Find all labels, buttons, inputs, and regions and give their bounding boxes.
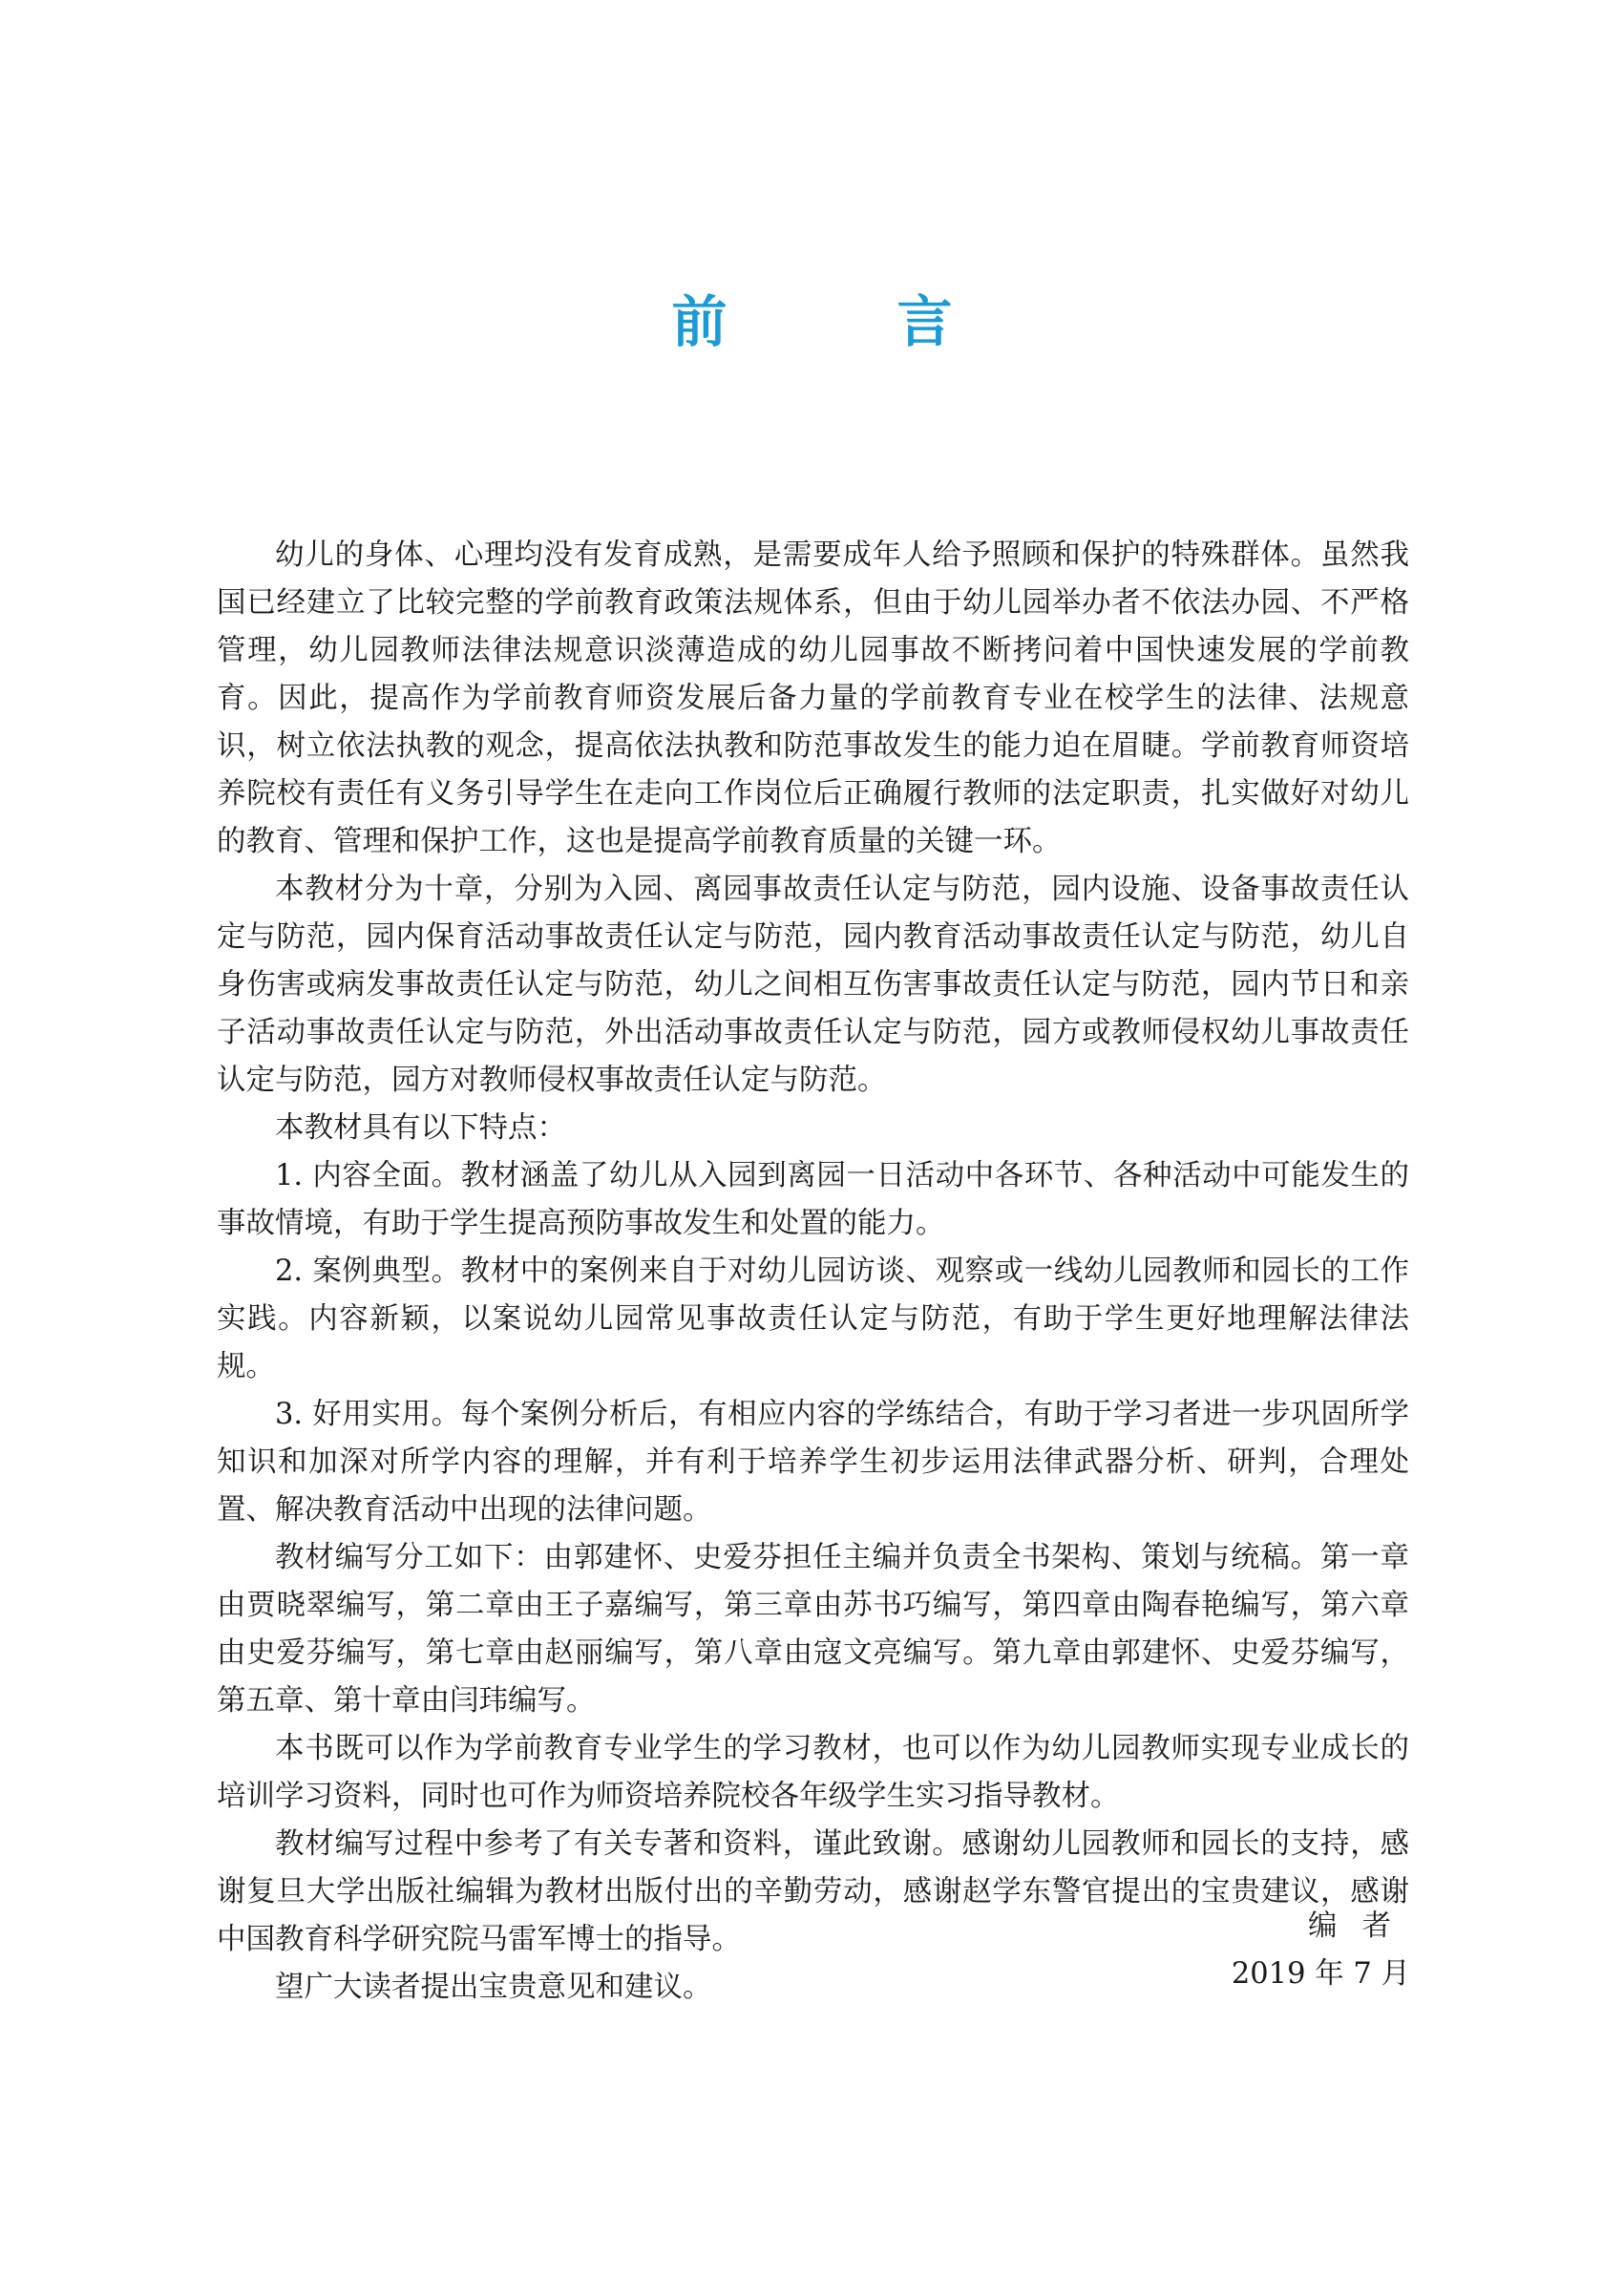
paragraph-features-heading: 本教材具有以下特点： xyxy=(275,1111,566,1145)
paragraph-chapters: 本教材分为十章，分别为入园、离园事故责任认定与防范，园内设施、设备事故责任认定与防范，园内保育活动事故责任认定与防范，园内教育活动事故责任认定与防范，幼儿自身伤害或病发事故责任认定与防范，幼儿之间相互伤害事故责任认定与防范，园内节日和亲子活动事故责任认定与防范，外出活动事故责任认定与防范，园方或教师侵权幼儿事故责任认定与防范，园方对教师侵权事故责任认定与防范。 xyxy=(217,873,1409,1097)
paragraph-feature-1: 1. 内容全面。教材涵盖了幼儿从入园到离园一日活动中各环节、各种活动中可能发生的事故情境，有助于学生提高预防事故发生和处置的能力。 xyxy=(217,1159,1409,1240)
paragraph-acknowledgements: 教材编写过程中参考了有关专著和资料，谨此致谢。感谢幼儿园教师和园长的支持，感谢复旦大学出版社编辑为教材出版付出的辛勤劳动，感谢赵学东警官提出的宝贵建议，感谢中国教育科学研究院马雷军博士的指导。 xyxy=(217,1827,1409,1956)
paragraph-authors: 教材编写分工如下：由郭建怀、史爱芬担任主编并负责全书架构、策划与统稿。第一章由贾晓翠编写，第二章由王子嘉编写，第三章由苏书巧编写，第四章由陶春艳编写，第六章由史爱芬编写，第七章由赵丽编写，第八章由寇文亮编写。第九章由郭建怀、史爱芬编写，第五章、第十章由闫玮编写。 xyxy=(217,1541,1409,1718)
paragraph-usage: 本书既可以作为学前教育专业学生的学习教材，也可以作为幼儿园教师实现专业成长的培训学习资料，同时也可作为师资培养院校各年级学生实习指导教材。 xyxy=(217,1732,1409,1813)
paragraph-feature-3: 3. 好用实用。每个案例分析后，有相应内容的学练结合，有助于学习者进一步巩固所学知识和加深对所学内容的理解，并有利于培养学生初步运用法律武器分析、研判，合理处置、解决教育活动中出现的法律问题。 xyxy=(217,1398,1409,1527)
page-title: 前 言 xyxy=(671,289,1010,354)
signature-block xyxy=(1231,1903,1416,1998)
paragraph-feature-2: 2. 案例典型。教材中的案例来自于对幼儿园访谈、观察或一线幼儿园教师和园长的工作实践。内容新颖，以案说幼儿园常见事故责任认定与防范，有助于学生更好地理解法律法规。 xyxy=(217,1255,1409,1383)
paragraph-intro: 幼儿的身体、心理均没有发育成熟，是需要成年人给予照顾和保护的特殊群体。虽然我国已经建立了比较完整的学前教育政策法规体系，但由于幼儿园举办者不依法办园、不严格管理，幼儿园教师法律法规意识淡薄造成的幼儿园事故不断拷问着中国快速发展的学前教育。因此，提高作为学前教育师资发展后备力量的学前教育专业在校学生的法律、法规意识，树立依法执教的观念，提高依法执教和防范事故发生的能力迫在眉睫。学前教育师资培养院校有责任有义务引导学生在走向工作岗位后正确履行教师的法定职责，扎实做好对幼儿的教育、管理和保护工作，这也是提高学前教育质量的关键一环。 xyxy=(217,538,1409,858)
body-text xyxy=(217,532,1409,2012)
paragraph-closing: 望广大读者提出宝贵意见和建议。 xyxy=(275,1971,712,2004)
signature-date: 2019 年 7 月 xyxy=(1231,1957,1410,1991)
signature-author: 编者 xyxy=(1308,1909,1416,1943)
